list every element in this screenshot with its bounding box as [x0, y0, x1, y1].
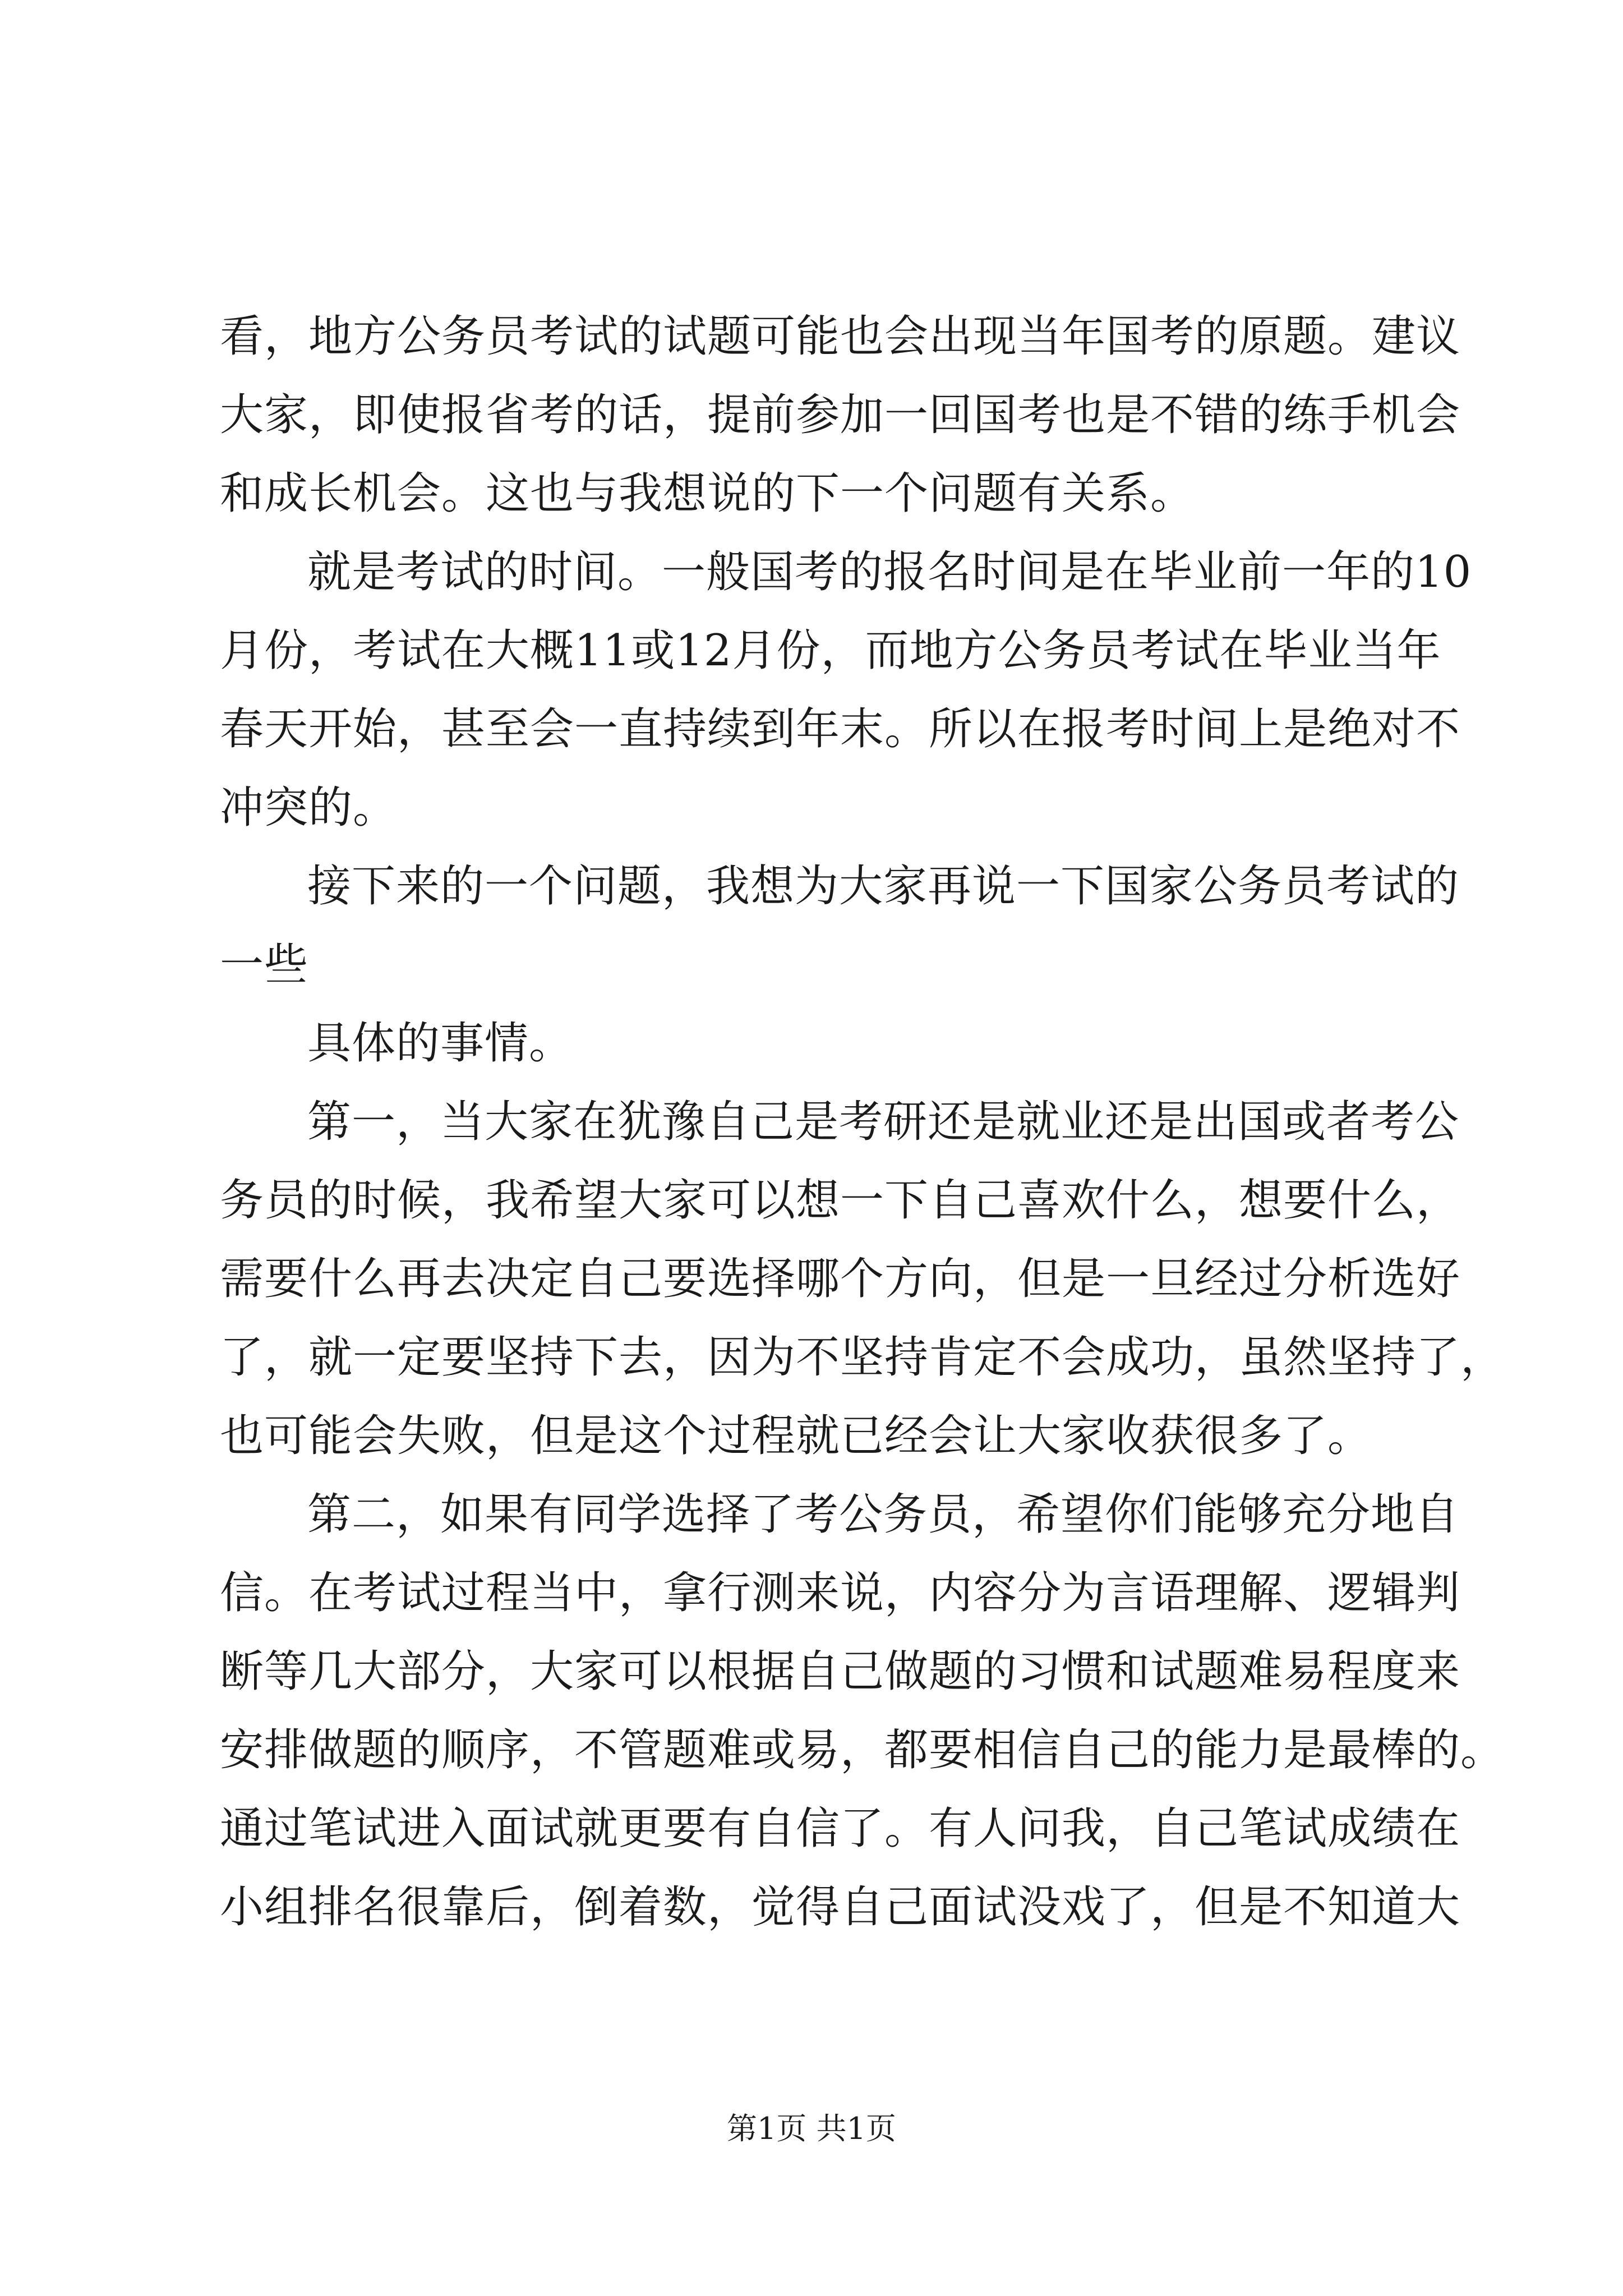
- text-line: 信。在考试过程当中，拿行测来说，内容分为言语理解、逻辑判: [220, 1568, 1461, 1618]
- text-line: 务员的时候，我希望大家可以想一下自己喜欢什么，想要什么，: [220, 1175, 1461, 1226]
- text-line: 春天开始，甚至会一直持续到年末。所以在报考时间上是绝对不: [220, 704, 1461, 754]
- text-line: 第二，如果有同学选择了考公务员，希望你们能够充分地自: [307, 1489, 1460, 1540]
- text-line: 大家，即使报省考的话，提前参加一回国考也是不错的练手机会: [220, 390, 1461, 440]
- text-line: 看，地方公务员考试的试题可能也会出现当年国考的原题。建议: [220, 311, 1461, 362]
- text-line: 和成长机会。这也与我想说的下一个问题有关系。: [220, 468, 1195, 519]
- text-line: 了，就一定要坚持下去，因为不坚持肯定不会成功，虽然坚持了，: [220, 1332, 1505, 1383]
- text-line: 通过笔试进入面试就更要有自信了。有人问我，自己笔试成绩在: [220, 1803, 1461, 1854]
- text-line: 小组排名很靠后，倒着数，觉得自己面试没戏了，但是不知道大: [220, 1882, 1461, 1932]
- text-line: 冲突的。: [220, 783, 398, 833]
- text-line: 需要什么再去决定自己要选择哪个方向，但是一旦经过分析选好: [220, 1254, 1461, 1304]
- text-line: 月份，考试在大概11或12月份，而地方公务员考试在毕业当年: [220, 625, 1441, 676]
- text-line: 就是考试的时间。一般国考的报名时间是在毕业前一年的10: [307, 547, 1472, 597]
- page-number-footer: 第1页 共1页: [727, 2111, 896, 2146]
- text-line: 也可能会失败，但是这个过程就已经会让大家收获很多了。: [220, 1411, 1372, 1461]
- text-line: 断等几大部分，大家可以根据自己做题的习惯和试题难易程度来: [220, 1646, 1461, 1697]
- text-line: 一些: [220, 940, 309, 990]
- text-line: 具体的事情。: [307, 1018, 574, 1069]
- text-line: 第一，当大家在犹豫自己是考研还是就业还是出国或者考公: [307, 1097, 1460, 1147]
- text-line: 安排做题的顺序，不管题难或易，都要相信自己的能力是最棒的。: [220, 1725, 1505, 1775]
- text-line: 接下来的一个问题，我想为大家再说一下国家公务员考试的: [307, 861, 1460, 912]
